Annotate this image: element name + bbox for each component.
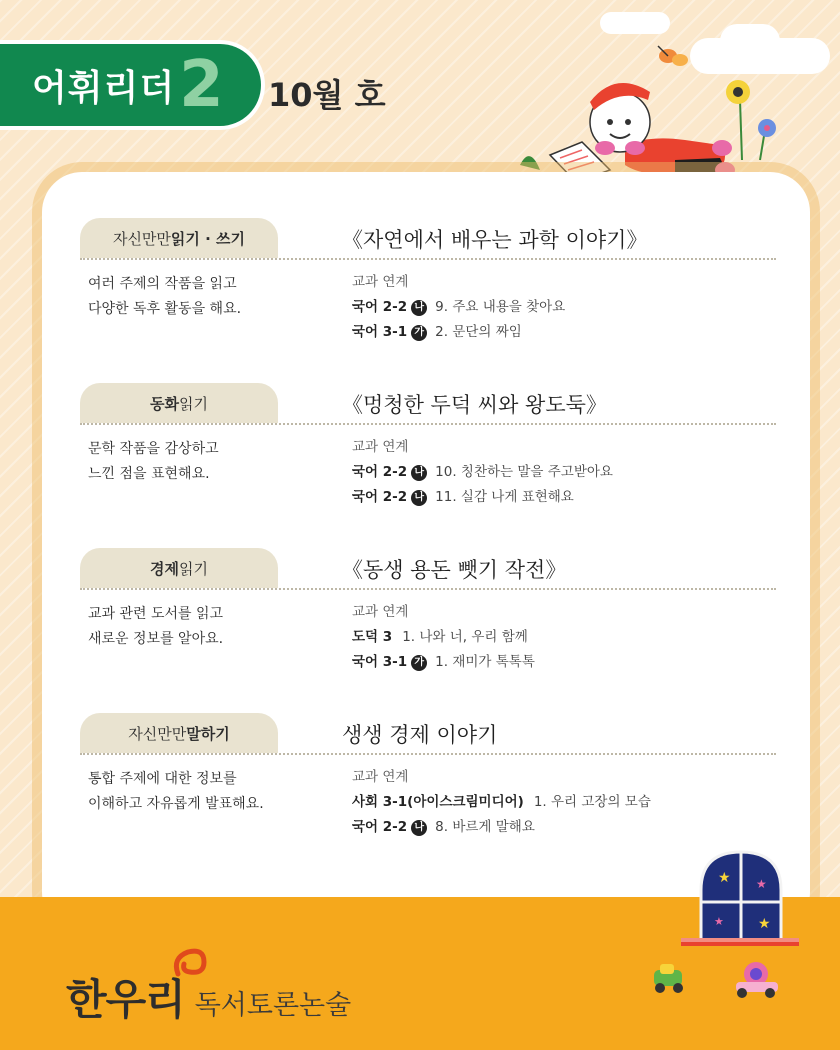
series-title-badge: [0, 40, 265, 130]
brand-logo: [66, 967, 351, 1027]
curriculum-row: 국어 2-2 나 8. 바르게 말해요: [352, 819, 535, 835]
curriculum-header: 교과 연계: [352, 769, 409, 785]
curriculum-links: [352, 435, 613, 510]
curriculum-links: [352, 270, 565, 345]
volume-badge: 나: [411, 465, 427, 481]
volume-badge: 나: [411, 490, 427, 506]
brand-subtitle: 독서토론논술: [194, 990, 352, 1021]
section-tag: 경제 읽기: [80, 548, 278, 588]
svg-text:★: ★: [756, 877, 767, 891]
curriculum-header: 교과 연계: [352, 274, 409, 290]
toy-car-icon: [730, 960, 790, 1000]
toy-car-icon: [648, 962, 698, 997]
curriculum-links: [352, 765, 651, 840]
volume-badge: 나: [411, 820, 427, 836]
volume-badge: 나: [411, 300, 427, 316]
section-tag: 자신만만 말하기: [80, 713, 278, 753]
butterfly-icon: [658, 46, 688, 66]
curriculum-row: 도덕 3 1. 나와 너, 우리 함께: [352, 629, 528, 645]
divider: [80, 588, 776, 590]
book-title: 《자연에서 배우는 과학 이야기》: [342, 228, 648, 252]
section-description: 여러 주제의 작품을 읽고 다양한 독후 활동을 해요.: [88, 276, 242, 317]
curriculum-row: 국어 3-1 가 1. 재미가 톡톡톡: [352, 654, 535, 670]
section-tag: 동화 읽기: [80, 383, 278, 423]
curriculum-links: [352, 600, 535, 675]
section-tag: 자신만만 읽기 · 쓰기: [80, 218, 278, 258]
curriculum-header: 교과 연계: [352, 439, 409, 455]
curriculum-row: 사회 3-1(아이스크림미디어) 1. 우리 고장의 모습: [352, 794, 651, 810]
curriculum-row: 국어 2-2 나 10. 칭찬하는 말을 주고받아요: [352, 464, 613, 480]
series-number: 2: [179, 48, 224, 122]
brand-name: 한우리: [66, 975, 185, 1024]
book-title: 《동생 용돈 뺏기 작전》: [342, 558, 567, 582]
curriculum-row: 국어 3-1 가 2. 문단의 짜임: [352, 324, 522, 340]
window-illustration: [676, 840, 806, 950]
book-title: 《멍청한 두덕 씨와 왕도둑》: [342, 393, 607, 417]
svg-text:★: ★: [718, 870, 731, 886]
section-description: 교과 관련 도서를 읽고 새로운 정보를 알아요.: [88, 606, 224, 647]
issue-label: 10월 호: [268, 76, 386, 114]
section-description: 문학 작품을 감상하고 느낀 점을 표현해요.: [88, 441, 219, 482]
divider: [80, 753, 776, 755]
curriculum-row: 국어 2-2 나 9. 주요 내용을 찾아요: [352, 299, 566, 315]
curriculum-header: 교과 연계: [352, 604, 409, 620]
section-description: 통합 주제에 대한 정보를 이해하고 자유롭게 발표해요.: [88, 771, 264, 812]
volume-badge: 가: [411, 325, 427, 341]
flower-icon: [726, 80, 776, 160]
svg-text:★: ★: [758, 916, 771, 932]
series-title: 어휘리더: [32, 67, 176, 109]
book-title: 생생 경제 이야기: [342, 723, 498, 747]
volume-badge: 가: [411, 655, 427, 671]
curriculum-row: 국어 2-2 나 11. 실감 나게 표현해요: [352, 489, 574, 505]
divider: [80, 423, 776, 425]
divider: [80, 258, 776, 260]
svg-text:★: ★: [714, 915, 724, 928]
